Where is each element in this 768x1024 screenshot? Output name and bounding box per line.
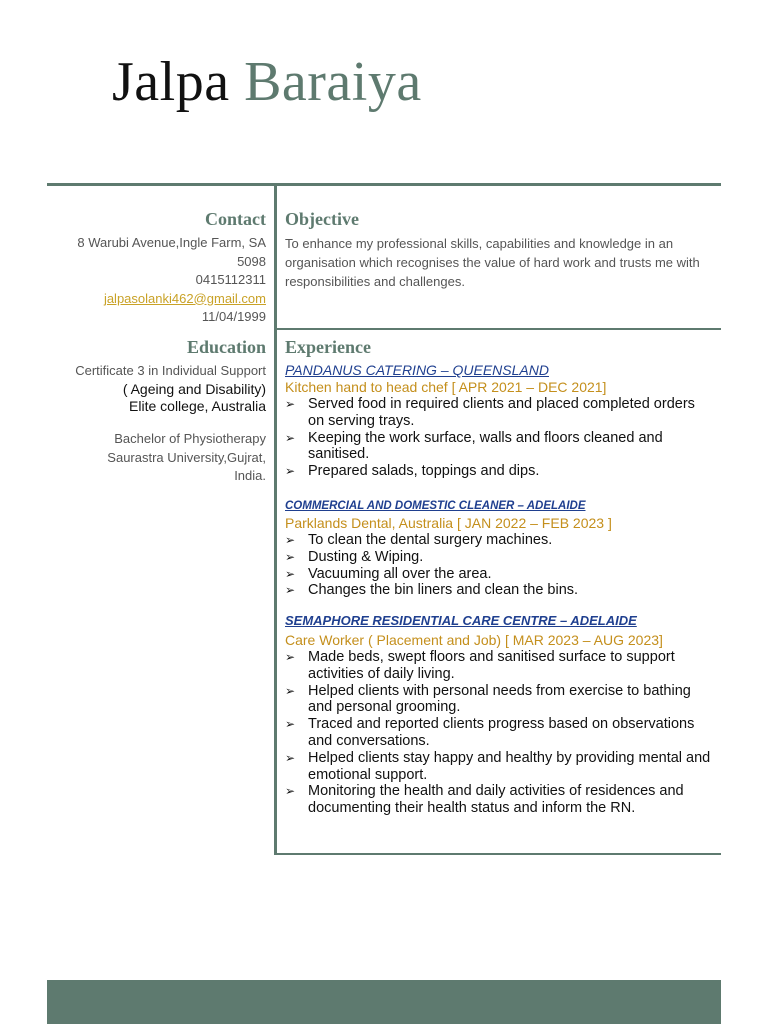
list-item: ➢ Made beds, swept floors and sanitised surface to support activities of daily living. [285,649,675,682]
first-name: Jalpa [112,51,230,113]
arrow-bullet-icon: ➢ [285,650,296,664]
list-item: ➢ Changes the bin liners and clean the bins. [285,582,579,599]
arrow-bullet-icon: ➢ [285,533,296,547]
objective-block [285,234,715,291]
education-location: India. [234,468,266,483]
education-course: Certificate 3 in Individual Support [75,363,266,378]
arrow-bullet-icon: ➢ [285,717,296,732]
arrow-bullet-icon: ➢ [285,784,296,799]
arrow-bullet-icon: ➢ [285,397,296,411]
job-role: Parklands Dental, Australia [ JAN 2022 – FEB 2023 ] [285,515,612,531]
job-3 [285,612,715,817]
list-item: ➢ Served food in required clients and placed completed orders on serving trays. [285,396,695,429]
education-institution: Elite college, Australia [129,397,266,414]
arrow-bullet-icon: ➢ [285,683,296,698]
bottom-rule [277,853,721,855]
top-rule [47,183,721,186]
list-item: ➢ Helped clients stay happy and healthy by providing mental and emotional support. [285,749,711,783]
experience-heading: Experience [285,337,371,357]
arrow-bullet-icon: ➢ [285,583,296,598]
education-institution: Saurastra University,Gujrat, [107,449,266,465]
date-of-birth: 11/04/1999 [201,309,266,324]
list-item: ➢ Keeping the work surface, walls and floors cleaned and sanitised. [285,429,663,463]
education-specialty: ( Ageing and Disability) [122,380,266,397]
address-line2: 5098 [237,253,266,269]
phone-number: 0415112311 [195,272,266,287]
objective-divider [277,328,721,330]
job-2 [285,498,715,599]
list-item: ➢ Helped clients with personal needs from exercise to bathing and personal grooming. [285,682,691,716]
arrow-bullet-icon: ➢ [285,464,296,479]
job-title: COMMERCIAL AND DOMESTIC CLEANER – ADELAIDE [285,500,586,512]
job-role: Care Worker ( Placement and Job) [ MAR 2023 – AUG 2023] [285,632,663,648]
objective-heading: Objective [285,209,359,229]
job-1 [285,362,715,480]
job-role: Kitchen hand to head chef [ APR 2021 – DEC 2021] [285,379,607,395]
list-item: ➢ Prepared salads, toppings and dips. [285,463,540,480]
footer-bar [47,980,721,1024]
list-item: ➢ Vacuuming all over the area. [285,565,492,582]
candidate-name [112,50,422,114]
arrow-bullet-icon: ➢ [285,750,296,765]
column-divider [274,183,277,855]
email-link[interactable]: jalpasolanki462@gmail.com [103,290,266,306]
education-heading: Education [186,337,266,357]
job-title: SEMAPHORE RESIDENTIAL CARE CENTRE – ADELAIDE [285,613,637,628]
list-item: ➢ To clean the dental surgery machines. [285,532,553,548]
education-item-1 [75,362,266,415]
list-item: ➢ Dusting & Wiping. [285,548,424,565]
list-item: ➢ Monitoring the health and daily activities of residences and documenting their health status and inform the RN. [285,783,684,817]
education-course: Bachelor of Physiotherapy [114,431,266,446]
education-item-2 [107,430,266,486]
arrow-bullet-icon: ➢ [285,549,296,564]
arrow-bullet-icon: ➢ [285,430,296,445]
objective-text: To enhance my professional skills, capabilities and knowledge in an organisation which recognises the value of hard work and trusts me with responsibilities and challenges. [285,236,700,289]
last-name: Baraiya [244,51,422,113]
arrow-bullet-icon: ➢ [285,566,296,581]
contact-heading: Contact [205,209,266,229]
contact-block [77,234,266,327]
address-line1: 8 Warubi Avenue,Ingle Farm, SA [77,235,266,250]
list-item: ➢ Traced and reported clients progress based on observations and conversations. [285,716,695,749]
job-title: PANDANUS CATERING – QUEENSLAND [285,362,549,378]
